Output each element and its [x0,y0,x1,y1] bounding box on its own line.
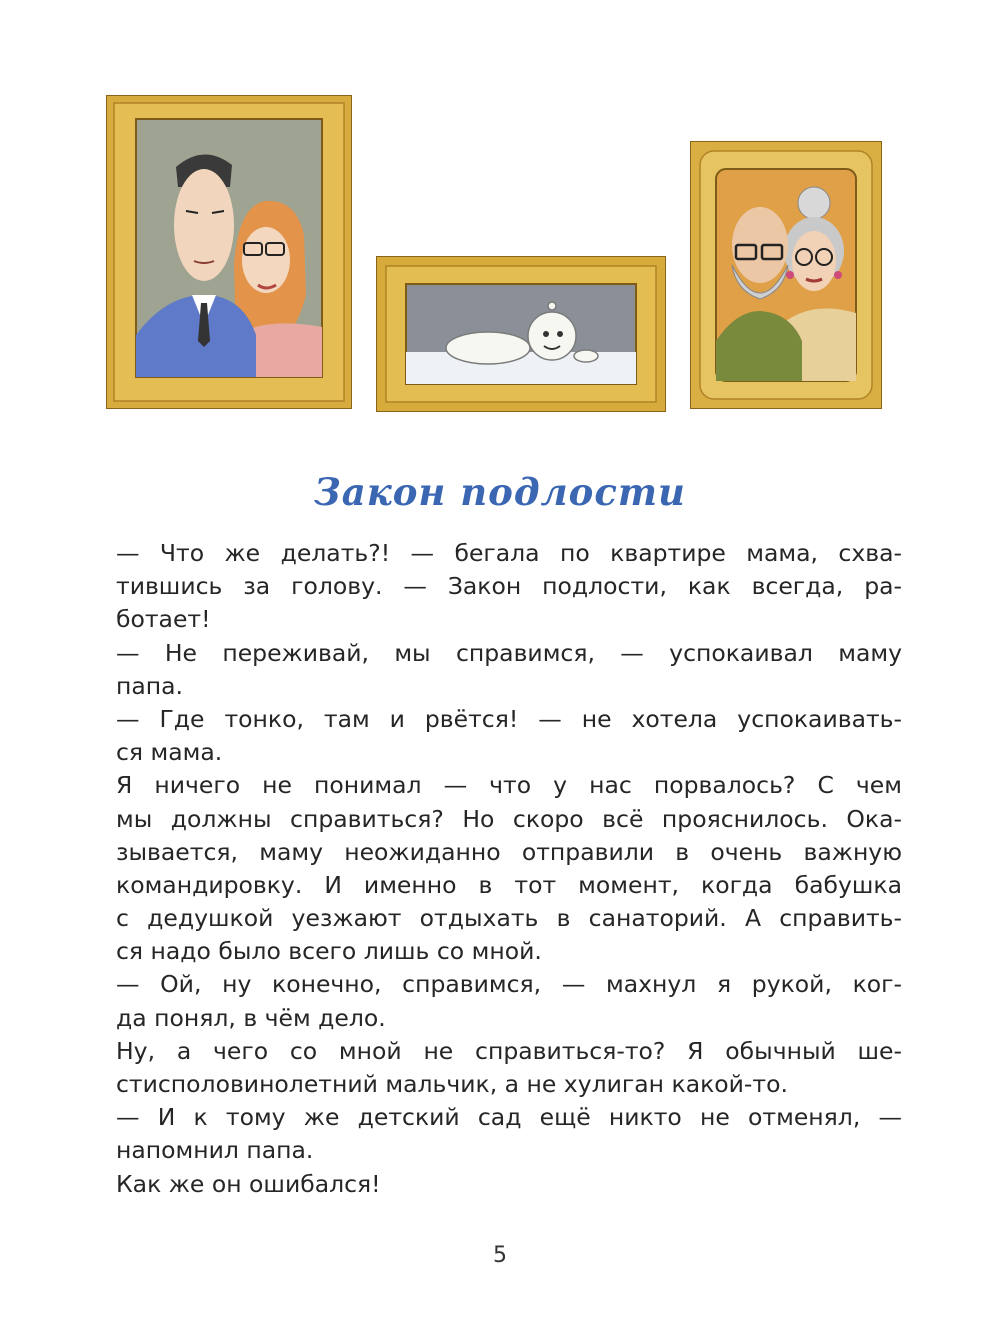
baby-portrait-illustration [376,256,666,412]
text-line: ся мама. [116,738,223,767]
text-line: Ну, а чего со мной не справиться-то? Я обычный ше- [116,1036,902,1065]
text-line: с дедушкой уезжают отдыхать в санаторий. А справить- [116,904,902,933]
text-line: — Ой, ну конечно, справимся, — махнул я рукой, ког- [116,970,902,999]
text-line: папа. [116,671,184,700]
text-line: стисполовинолетний мальчик, а не хулиган какой-то. [116,1070,788,1098]
text-line: командировку. И именно в тот момент, когда бабушка [116,870,902,899]
chapter-title: Закон подлости [314,470,686,514]
text-line: напомнил папа. [116,1136,314,1165]
text-line: ся надо было всего лишь со мной. [116,937,542,966]
text-line: — Не переживай, мы справимся, — успокаивал маму [116,638,902,667]
text-line: тившись за голову. — Закон подлости, как всегда, ра- [116,572,902,601]
grandparents-portrait-illustration [690,141,882,409]
text-line: Как же он ошибался! [116,1169,381,1198]
text-line: да понял, в чём дело. [116,1003,386,1032]
text-line: мы должны справиться? Но скоро всё прояснилось. Ока- [116,804,902,833]
text-line: ботает! [116,605,211,634]
text-line: Я ничего не понимал — что у нас порвалось? С чем [116,771,902,800]
text-line: — Что же делать?! — бегала по квартире мама, схва- [116,539,902,567]
text-line: — Где тонко, там и рвётся! — не хотела успокаивать- [116,704,902,733]
page-number: 5 [493,1243,507,1268]
text-line: — И к тому же детский сад ещё никто не отменял, — [116,1103,902,1132]
parents-portrait-illustration [106,95,352,409]
chapter-body-text [116,537,902,1201]
text-line: зывается, маму неожиданно отправили в очень важную [116,837,902,866]
